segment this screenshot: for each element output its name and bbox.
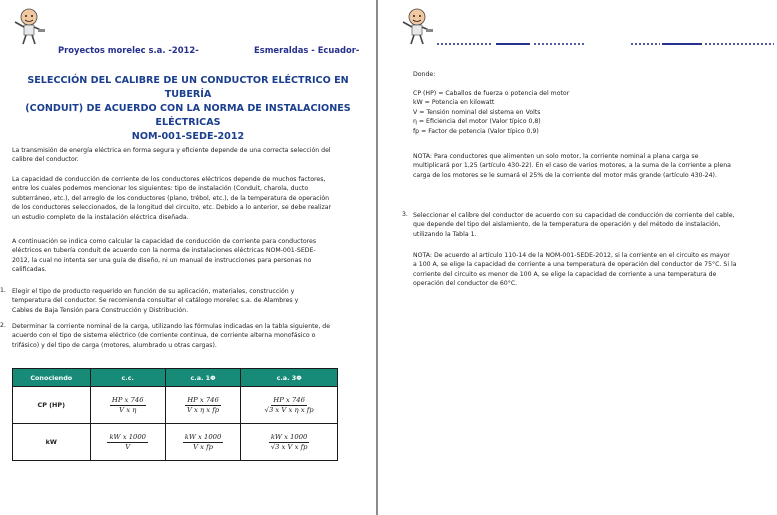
row-label: CP (HP) <box>13 387 91 424</box>
table-header-cell: c.c. <box>90 369 165 387</box>
header-bar-line <box>662 43 702 45</box>
step-1-text: Elegir el tipo de producto requerido en función de su aplicación, materiales, construcción y temperatura del conductor. Se recomienda consultar el catálogo morelec s.a. de Alambres y Cables de Baja Tensión para Construcción y Distribución. <box>12 288 299 314</box>
header-dotted-line <box>630 43 660 45</box>
current-formula-table <box>12 368 338 461</box>
formula-cell: $\frac{\text{kW x 1000}}{\text{√3 x V x fp}}$ <box>241 424 338 461</box>
formula-cell: $\frac{\text{kW x 1000}}{V}$ <box>90 424 165 461</box>
document-title: SELECCIÓN DEL CALIBRE DE UN CONDUCTOR ELÉCTRICO EN TUBERÍA (CONDUIT) DE ACUERDO CON LA NORMA DE INSTALACIONES ELÉCTRICAS NOM-001-SEDE-2012 <box>25 75 351 142</box>
header-bar-line <box>496 43 530 45</box>
formula-cell: $\frac{\text{HP x 746}}{\text{V x η}}$ <box>90 387 165 424</box>
formula-cell: $\frac{\text{kW x 1000}}{\text{V x fp}}$ <box>165 424 240 461</box>
step-2-number: 2. <box>0 322 6 329</box>
row-label: kW <box>13 424 91 461</box>
factors-paragraph: La capacidad de conducción de corriente de los conductores eléctricos depende de muchos factores, entre los cuales podemos mencionar los siguientes: tipo de instalación (Conduit, charola, ducto subterráneo, etc.), del arreglo de los conductores (plano, trébol, etc.), de la temperatura de operación de los conductores seleccionados, de la longitud del circuito, etc. Debido a lo anterior, se debe realizar un estudio completo de la instalación eléctrica diseñada. <box>12 176 332 221</box>
where-label: Donde: <box>413 71 436 78</box>
step-3-text: Seleccionar el calibre del conductor de acuerdo con su capacidad de conducción de corriente del cable, que depende del tipo del aislamiento, de la temperatura de operación y del método de instalación, utilizando la Tabla 1. <box>413 212 735 238</box>
table-row <box>13 424 338 461</box>
table-row <box>13 387 338 424</box>
step-1-number: 1. <box>0 287 6 294</box>
step-3-number: 3. <box>402 211 408 218</box>
table-header-cell: c.a. 3Φ <box>241 369 338 387</box>
temperature-note: NOTA: De acuerdo al artículo 110-14 de la NOM-001-SEDE-2012, si la corriente en el circuito es mayor a 100 A, se elige la capacidad de corriente a una temperatura de operación del conductor de 75°C. Si la corriente del circuito es menor de 100 A, se elige la capacidad de corriente a una temperatura de operación del conductor de 60°C. <box>413 252 737 288</box>
variable-definitions: CP (HP) = Caballos de fuerza o potencia del motor kW = Potencia en kilowatt V = Tensión nominal del sistema en Volts η = Eficiencia del motor (Valor típico 0,8) fp = Factor de potencia (Valor típico 0,9) <box>413 90 570 135</box>
formula-cell: $\frac{\text{HP x 746}}{\text{√3 x V x η x fp}}$ <box>241 387 338 424</box>
location-header: Esmeraldas - Ecuador- <box>254 45 360 55</box>
document-page-right <box>378 0 777 515</box>
intro-paragraph: La transmisión de energía eléctrica en forma segura y eficiente depende de una correcta selección del calibre del conductor. <box>12 147 331 164</box>
header-dotted-line <box>436 43 492 45</box>
document-page-left <box>0 0 376 515</box>
header-dotted-line <box>704 43 774 45</box>
company-header: Proyectos morelec s.a. -2012- <box>58 45 199 55</box>
step-2-text: Determinar la corriente nominal de la carga, utilizando las fórmulas indicadas en la tabla siguiente, de acuerdo con el tipo de sistema eléctrico (de corriente continua, de corriente alterna monofásico o trifásico) y del tipo de carga (motores, alumbrado u otras cargas). <box>12 323 331 349</box>
motor-note: NOTA: Para conductores que alimenten un solo motor, la corriente nominal a plana carga se multiplicará por 1,25 (artículo 430-22). En el caso de varios motores, a la suma de la corriente a plena carga de los motores se le sumará el 25% de la corriente del motor más grande (artículo 430-24). <box>413 153 731 179</box>
header-dotted-line <box>533 43 585 45</box>
table-header-row <box>13 369 338 387</box>
table-header-cell: c.a. 1Φ <box>165 369 240 387</box>
table-header-cell: Conociendo <box>13 369 91 387</box>
method-paragraph: A continuación se indica como calcular la capacidad de conducción de corriente para conductores eléctricos en tubería conduit de acuerdo con la norma de instalaciones eléctricas NOM-001-SEDE- 2012, la cual no intenta ser una guía de diseño, ni un manual de instrucciones para personas no calificadas. <box>12 238 317 274</box>
formula-cell: $\frac{\text{HP x 746}}{\text{V x η x fp}}$ <box>165 387 240 424</box>
engineer-mascot-icon <box>12 8 46 46</box>
engineer-mascot-icon <box>400 8 434 46</box>
